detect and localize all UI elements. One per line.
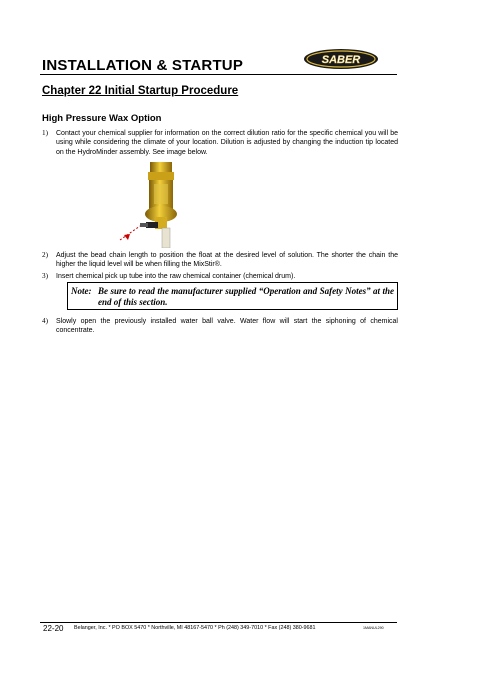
step-number: 4) xyxy=(42,317,48,325)
section-title: High Pressure Wax Option xyxy=(42,113,162,124)
header-divider xyxy=(40,74,397,75)
step-text: Adjust the bead chain length to position the float at the desired level of solution. The shorter the chain the higher the liquid level will be when filling the MixStir®. xyxy=(56,252,398,269)
note-text: Be sure to read the manufacturer supplied “Operation and Safety Notes” at the end of this section. xyxy=(98,286,394,307)
footer-divider xyxy=(40,622,397,623)
step-text: Insert chemical pick up tube into the raw chemical container (chemical drum). xyxy=(56,273,296,280)
step-1 xyxy=(42,129,398,157)
footer-page-number: 22-20 xyxy=(43,624,64,633)
page-header-title: INSTALLATION & STARTUP xyxy=(42,57,244,74)
step-text: Slowly open the previously installed water ball valve. Water flow will start the siphoning of chemical concentrate. xyxy=(56,318,398,335)
chapter-title: Chapter 22 Initial Startup Procedure xyxy=(42,85,239,97)
step-4 xyxy=(42,317,398,336)
footer-manual-code: 1MANUL290 xyxy=(363,626,384,630)
step-number: 2) xyxy=(42,251,48,259)
hydrominder-photo xyxy=(118,162,188,248)
step-2 xyxy=(42,251,398,270)
saber-logo xyxy=(303,48,379,70)
saber-logo-text: SABER xyxy=(321,54,361,66)
note-label: Note: xyxy=(71,286,92,296)
step-3 xyxy=(42,272,398,281)
note-box xyxy=(67,282,398,310)
footer-address: Belanger, Inc. * PO BOX 5470 * Northville, MI 48167-5470 * Ph (248) 349-7010 * Fax (248) 380-9681 xyxy=(74,625,316,631)
step-number: 1) xyxy=(42,129,48,137)
step-number: 3) xyxy=(42,272,48,280)
step-text: Contact your chemical supplier for information on the correct dilution ratio for the specific chemical you will be using while considering the climate of your location. Dilution is adjusted by changing the induction tip located on the HydroMinder assembly. See image below. xyxy=(56,130,398,156)
